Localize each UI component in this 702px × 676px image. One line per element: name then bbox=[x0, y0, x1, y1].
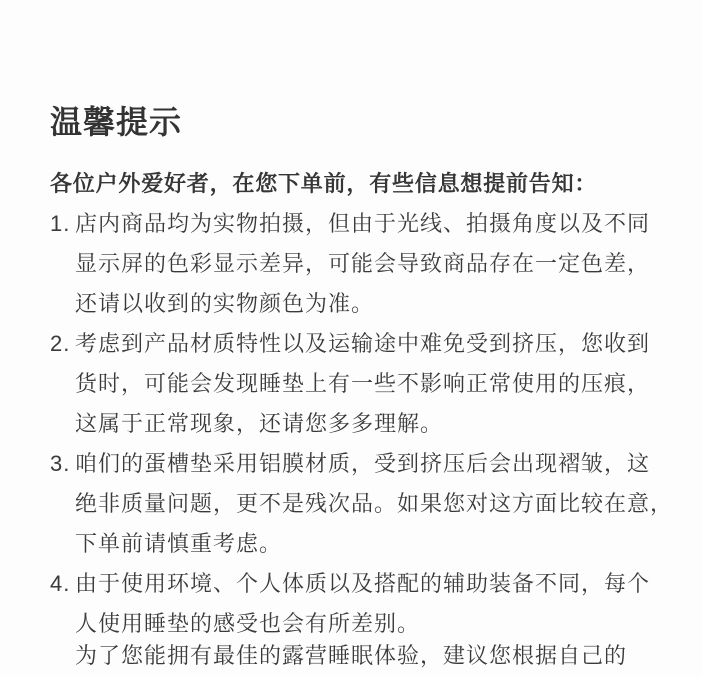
list-item bbox=[50, 564, 658, 644]
list-item-line: 显示屏的色彩显示差异，可能会导致商品存在一定色差， bbox=[75, 251, 651, 276]
item-number: 3. bbox=[50, 451, 71, 476]
list-item-line: 货时，可能会发现睡垫上有一些不影响正常使用的压痕， bbox=[75, 371, 651, 396]
list-item-line bbox=[50, 204, 658, 244]
list-item-line: 这属于正常现象，还请您多多理解。 bbox=[75, 411, 444, 436]
intro-text: 各位户外爱好者，在您下单前，有些信息想提前告知： bbox=[50, 171, 598, 196]
item-text: 由于使用环境、个人体质以及搭配的辅助装备不同，每个 bbox=[75, 571, 651, 596]
list-item-line: 绝非质量问题，更不是残次品。如果您对这方面比较在意， bbox=[75, 491, 674, 516]
item-text: 考虑到产品材质特性以及运输途中难免受到挤压，您收到 bbox=[75, 331, 651, 356]
list-item-line: 人使用睡垫的感受也会有所差别。 bbox=[75, 611, 421, 636]
item-number: 4. bbox=[50, 571, 71, 596]
list-item-line: 下单前请慎重考虑。 bbox=[75, 531, 283, 556]
item-number: 1. bbox=[50, 211, 71, 236]
item-text: 店内商品均为实物拍摄，但由于光线、拍摄角度以及不同 bbox=[75, 211, 651, 236]
item-number: 2. bbox=[50, 331, 71, 356]
clipped-bottom-line: 为了您能拥有最佳的露营睡眠体验，建议您根据自己的 bbox=[75, 643, 628, 668]
list-item-line bbox=[50, 444, 658, 484]
list-item bbox=[50, 324, 658, 444]
item-text: 咱们的蛋槽垫采用铝膜材质，受到挤压后会出现褶皱，这 bbox=[75, 451, 651, 476]
list-item-line bbox=[50, 324, 658, 364]
list-item bbox=[50, 444, 674, 564]
list-item-line: 还请以收到的实物颜色为准。 bbox=[75, 291, 375, 316]
list-item bbox=[50, 204, 658, 324]
page-title: 温馨提示 bbox=[50, 104, 183, 140]
list-item-line bbox=[50, 564, 658, 604]
